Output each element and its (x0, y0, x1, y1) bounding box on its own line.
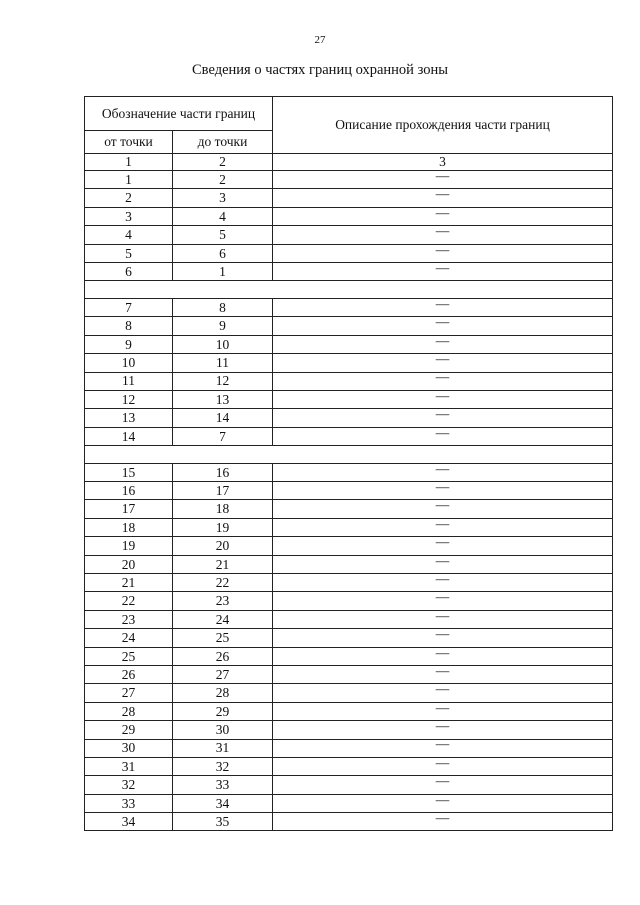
description-dash: — (435, 681, 450, 697)
description-dash: — (435, 406, 450, 422)
from-point-cell: 13 (85, 409, 173, 427)
description-dash: — (435, 570, 450, 586)
table-row (85, 244, 613, 262)
from-point-cell: 12 (85, 390, 173, 408)
description-dash: — (435, 387, 450, 403)
table-row (85, 226, 613, 244)
to-point-cell: 24 (173, 610, 273, 628)
table-row (85, 574, 613, 592)
to-point-cell: 35 (173, 813, 273, 831)
group-separator-cell (85, 446, 613, 464)
to-point-cell: 30 (173, 721, 273, 739)
table-row (85, 721, 613, 739)
from-point-cell: 8 (85, 317, 173, 335)
from-point-cell: 18 (85, 518, 173, 536)
table-row (85, 262, 613, 280)
table-row (85, 518, 613, 536)
table-row (85, 335, 613, 353)
header-boundary-description: Описание прохождения части границ (273, 97, 613, 154)
description-dash: — (435, 552, 450, 568)
from-point-cell: 23 (85, 610, 173, 628)
table-row (85, 665, 613, 683)
table-row (85, 207, 613, 225)
table-row (85, 298, 613, 316)
from-point-cell: 5 (85, 244, 173, 262)
description-dash: — (435, 241, 450, 257)
from-point-cell: 31 (85, 757, 173, 775)
table-row (85, 555, 613, 573)
to-point-cell: 17 (173, 482, 273, 500)
to-point-cell: 34 (173, 794, 273, 812)
from-point-cell: 10 (85, 354, 173, 372)
to-point-cell: 27 (173, 665, 273, 683)
to-point-cell: 32 (173, 757, 273, 775)
table-row (85, 171, 613, 189)
table-row (85, 537, 613, 555)
description-dash: — (435, 314, 450, 330)
table-row (85, 354, 613, 372)
from-point-cell: 1 (85, 171, 173, 189)
table-row (85, 757, 613, 775)
page-number: 27 (314, 34, 326, 46)
from-point-cell: 9 (85, 335, 173, 353)
table-row (85, 629, 613, 647)
to-point-cell: 8 (173, 298, 273, 316)
table-row (85, 610, 613, 628)
table-body (85, 154, 613, 831)
table-row (85, 813, 613, 831)
to-point-cell: 12 (173, 372, 273, 390)
to-point-cell: 28 (173, 684, 273, 702)
from-point-cell: 32 (85, 776, 173, 794)
table-row (85, 500, 613, 518)
to-point-cell: 1 (173, 262, 273, 280)
description-dash: — (435, 424, 450, 440)
group-separator-row (85, 446, 613, 464)
group-separator-cell (85, 281, 613, 299)
description-dash: — (435, 332, 450, 348)
table-row (85, 647, 613, 665)
from-point-cell: 17 (85, 500, 173, 518)
table-row (85, 427, 613, 445)
document-title: Сведения о частях границ охранной зоны (192, 62, 448, 78)
to-point-cell: 14 (173, 409, 273, 427)
to-point-cell: 9 (173, 317, 273, 335)
to-point-cell: 7 (173, 427, 273, 445)
to-point-cell: 16 (173, 463, 273, 481)
table-row (85, 592, 613, 610)
from-point-cell: 2 (85, 189, 173, 207)
from-point-cell: 7 (85, 298, 173, 316)
description-dash: — (435, 167, 450, 183)
to-point-cell: 10 (173, 335, 273, 353)
from-point-cell: 30 (85, 739, 173, 757)
from-point-cell: 25 (85, 647, 173, 665)
to-point-cell: 22 (173, 574, 273, 592)
column-number: 2 (173, 154, 273, 171)
from-point-cell: 6 (85, 262, 173, 280)
description-dash: — (435, 223, 450, 239)
boundary-parts-table (84, 96, 613, 831)
table-row (85, 317, 613, 335)
from-point-cell: 4 (85, 226, 173, 244)
description-dash: — (435, 662, 450, 678)
description-dash: — (435, 351, 450, 367)
description-dash: — (435, 259, 450, 275)
from-point-cell: 19 (85, 537, 173, 555)
description-dash: — (435, 369, 450, 385)
from-point-cell: 34 (85, 813, 173, 831)
description-dash: — (435, 204, 450, 220)
table-row (85, 390, 613, 408)
table-row (85, 739, 613, 757)
from-point-cell: 22 (85, 592, 173, 610)
to-point-cell: 23 (173, 592, 273, 610)
from-point-cell: 21 (85, 574, 173, 592)
table-row (85, 702, 613, 720)
to-point-cell: 6 (173, 244, 273, 262)
from-point-cell: 3 (85, 207, 173, 225)
description-cell (273, 424, 613, 445)
description-dash: — (435, 497, 450, 513)
description-dash: — (435, 534, 450, 550)
to-point-cell: 29 (173, 702, 273, 720)
header-to-point: до точки (173, 131, 273, 154)
from-point-cell: 20 (85, 555, 173, 573)
to-point-cell: 2 (173, 171, 273, 189)
column-number: 3 (273, 154, 613, 171)
table-row (85, 684, 613, 702)
to-point-cell: 5 (173, 226, 273, 244)
description-dash: — (435, 773, 450, 789)
description-cell (273, 810, 613, 831)
description-dash: — (435, 644, 450, 660)
column-number-row (85, 154, 613, 171)
to-point-cell: 18 (173, 500, 273, 518)
from-point-cell: 11 (85, 372, 173, 390)
description-dash: — (435, 791, 450, 807)
to-point-cell: 25 (173, 629, 273, 647)
table-row (85, 482, 613, 500)
to-point-cell: 33 (173, 776, 273, 794)
to-point-cell: 31 (173, 739, 273, 757)
from-point-cell: 28 (85, 702, 173, 720)
group-separator-row (85, 281, 613, 299)
to-point-cell: 19 (173, 518, 273, 536)
from-point-cell: 14 (85, 427, 173, 445)
description-dash: — (435, 754, 450, 770)
from-point-cell: 27 (85, 684, 173, 702)
description-dash: — (435, 718, 450, 734)
from-point-cell: 15 (85, 463, 173, 481)
description-cell (273, 259, 613, 280)
header-from-point: от точки (85, 131, 173, 154)
description-dash: — (435, 460, 450, 476)
from-point-cell: 26 (85, 665, 173, 683)
description-dash: — (435, 699, 450, 715)
to-point-cell: 11 (173, 354, 273, 372)
table-row (85, 776, 613, 794)
description-dash: — (435, 515, 450, 531)
description-dash: — (435, 295, 450, 311)
table-row (85, 794, 613, 812)
to-point-cell: 26 (173, 647, 273, 665)
description-dash: — (435, 626, 450, 642)
description-dash: — (435, 607, 450, 623)
from-point-cell: 33 (85, 794, 173, 812)
from-point-cell: 29 (85, 721, 173, 739)
from-point-cell: 24 (85, 629, 173, 647)
column-number: 1 (85, 154, 173, 171)
description-dash: — (435, 736, 450, 752)
to-point-cell: 4 (173, 207, 273, 225)
header-boundary-designation: Обозначение части границ (85, 97, 273, 131)
from-point-cell: 16 (85, 482, 173, 500)
table-row (85, 463, 613, 481)
table-row (85, 189, 613, 207)
description-dash: — (435, 589, 450, 605)
to-point-cell: 21 (173, 555, 273, 573)
description-dash: — (435, 478, 450, 494)
table-row (85, 409, 613, 427)
to-point-cell: 3 (173, 189, 273, 207)
to-point-cell: 20 (173, 537, 273, 555)
table-row (85, 372, 613, 390)
description-dash: — (435, 186, 450, 202)
to-point-cell: 13 (173, 390, 273, 408)
description-dash: — (435, 810, 450, 826)
